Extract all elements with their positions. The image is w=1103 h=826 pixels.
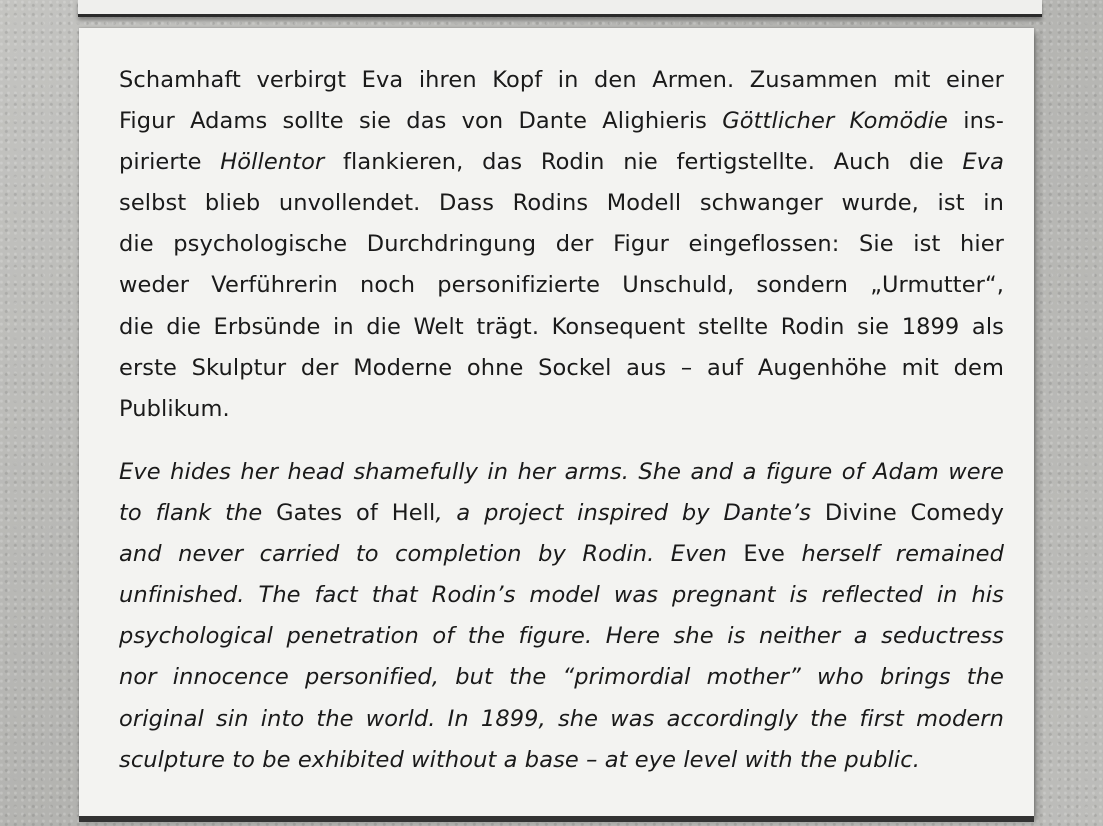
title-divine-comedy: Divine Comedy bbox=[824, 500, 1004, 527]
english-line-6: nor innocence personified, but the “primordial mother” who brings the bbox=[119, 664, 1004, 691]
german-line-8: erste Skulptur der Moderne ohne Sockel aus – auf Augenhöhe mit dem bbox=[119, 354, 1004, 381]
german-line-3: pirierte Höllentor flankieren, das Rodin nie fertigstellte. Auch die Eva bbox=[119, 149, 1004, 176]
german-line-5: die psychologische Durchdringung der Figur eingeflossen: Sie ist hier bbox=[119, 231, 1004, 258]
english-description bbox=[119, 452, 1004, 781]
english-line-3: and never carried to completion by Rodin. Even Eve herself remained bbox=[119, 541, 1005, 568]
english-line-1: Eve hides her head shamefully in her arms. She and a figure of Adam were bbox=[119, 459, 1004, 485]
german-line-4: selbst blieb unvollendet. Dass Rodins Modell schwanger wurde, ist in bbox=[119, 190, 1004, 217]
title-gates-of-hell: Gates of Hell bbox=[276, 500, 436, 527]
adjacent-label-panel bbox=[78, 0, 1042, 17]
english-line-2: to flank the Gates of Hell, a project inspired by Dante’s Divine Comedy bbox=[119, 500, 1004, 527]
german-line-1: Schamhaft verbirgt Eva ihren Kopf in den Armen. Zusammen mit einer bbox=[119, 67, 1004, 93]
german-line-2: Figur Adams sollte sie das von Dante Alighieris Göttlicher Komödie ins- bbox=[119, 108, 1004, 135]
title-hoellentor: Höllentor bbox=[220, 149, 325, 176]
title-eve: Eve bbox=[743, 541, 786, 568]
english-line-4: unfinished. The fact that Rodin’s model was pregnant is reflected in his bbox=[119, 582, 1004, 609]
german-description bbox=[119, 60, 1004, 430]
english-line-8: sculpture to be exhibited without a base – at eye level with the public. bbox=[119, 746, 920, 773]
museum-label-card bbox=[79, 28, 1034, 816]
english-line-7: original sin into the world. In 1899, she was accordingly the first modern bbox=[119, 705, 1004, 732]
title-eva: Eva bbox=[962, 149, 1004, 176]
german-line-9: Publikum. bbox=[119, 395, 230, 422]
title-goettliche-komoedie: Göttlicher Komödie bbox=[722, 108, 949, 135]
english-line-5: psychological penetration of the figure. Here she is neither a seductress bbox=[119, 623, 1004, 650]
german-line-6: weder Verführerin noch personifizierte Unschuld, sondern „Urmutter“, bbox=[119, 272, 1004, 299]
german-line-7: die die Erbsünde in die Welt trägt. Konsequent stellte Rodin sie 1899 als bbox=[119, 313, 1004, 340]
